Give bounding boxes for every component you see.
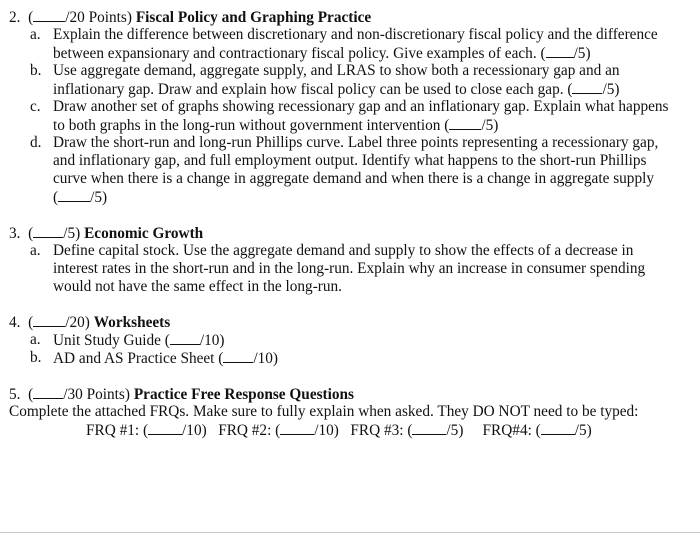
q2b-label: b. xyxy=(30,62,42,79)
frq3-score: /5) xyxy=(446,422,464,439)
q4b-label: b. xyxy=(30,349,42,366)
q4b-line xyxy=(53,349,278,368)
q2d-line1: Draw the short-run and long-run Phillips curve. Label three points representing a recessionary gap, xyxy=(53,134,659,151)
q3-score-blank[interactable] xyxy=(33,224,63,238)
frq3-label: FRQ #3: ( xyxy=(350,422,413,439)
frq4-score: /5) xyxy=(574,422,592,439)
q5-points: /30 Points) xyxy=(63,386,130,403)
q5-instructions: Complete the attached FRQs. Make sure to fully explain when asked. They DO NOT need to be typed: xyxy=(9,403,639,420)
q2c-score-blank[interactable] xyxy=(449,116,481,130)
q2b-score-blank[interactable] xyxy=(572,80,602,94)
q3a-line1: Define capital stock. Use the aggregate demand and supply to show the effects of a decrease in xyxy=(53,242,634,259)
q4b-score: /10) xyxy=(253,350,279,367)
q5-open-paren: ( xyxy=(28,386,34,403)
q3a-label: a. xyxy=(30,242,41,259)
q2a-line1: Explain the difference between discretionary and non-discretionary fiscal policy and the difference xyxy=(53,26,658,43)
q4-number: 4. xyxy=(9,314,21,331)
q2a-score-blank[interactable] xyxy=(546,44,574,58)
q2d-score: /5) xyxy=(90,189,108,206)
q4a-label: a. xyxy=(30,331,41,348)
frq2-label: FRQ #2: ( xyxy=(218,422,281,439)
q2a-line2 xyxy=(53,44,591,63)
q2d-score-blank[interactable] xyxy=(58,188,90,202)
page-bottom-divider xyxy=(0,532,700,533)
frq2-score-blank[interactable] xyxy=(280,421,314,435)
q4b-text: AD and AS Practice Sheet ( xyxy=(53,350,224,367)
q4-score-blank[interactable] xyxy=(33,313,65,327)
q4b-score-blank[interactable] xyxy=(223,349,253,363)
q2a-score: /5) xyxy=(573,45,591,62)
q2b-score: /5) xyxy=(602,81,620,98)
q4a-line xyxy=(53,331,225,350)
q3-title: Economic Growth xyxy=(84,225,204,242)
q2c-line2 xyxy=(53,116,498,135)
q2d-label: d. xyxy=(30,134,42,151)
q2b-line2 xyxy=(53,80,619,99)
q2-score-blank[interactable] xyxy=(33,8,65,22)
q2b-line2-text: inflationary gap. Draw and explain how fiscal policy can be used to close each gap. ( xyxy=(53,81,573,98)
q2a-label: a. xyxy=(30,26,41,43)
q2d-line3: curve when there is a change in aggregate demand and when there is a change in aggregate supply xyxy=(53,170,655,187)
q5-title: Practice Free Response Questions xyxy=(133,386,355,403)
q2c-line1: Draw another set of graphs showing recessionary gap and an inflationary gap. Explain what happens xyxy=(53,98,669,115)
q4a-text: Unit Study Guide ( xyxy=(53,332,170,349)
frq3-score-blank[interactable] xyxy=(412,421,446,435)
q5-heading xyxy=(9,385,354,404)
q4a-score: /10) xyxy=(199,332,225,349)
q3-heading xyxy=(9,224,203,243)
q2-open-paren: ( xyxy=(28,9,34,26)
q2c-line2-text: to both graphs in the long-run without government intervention ( xyxy=(53,117,450,134)
q2c-score: /5) xyxy=(481,117,499,134)
q2-heading xyxy=(9,8,371,27)
q2-points: /20 Points) xyxy=(65,9,132,26)
q3-open-paren: ( xyxy=(28,225,34,242)
q2c-label: c. xyxy=(30,98,41,115)
q4a-score-blank[interactable] xyxy=(170,331,200,345)
q5-score-blank[interactable] xyxy=(33,385,63,399)
q2b-line1: Use aggregate demand, aggregate supply, and LRAS to show both a recessionary gap and an xyxy=(53,62,620,79)
q4-points: /20) xyxy=(65,314,90,331)
frq1-score: /10) xyxy=(182,422,207,439)
frq1-score-blank[interactable] xyxy=(148,421,182,435)
q2-number: 2. xyxy=(9,9,21,26)
q4-open-paren: ( xyxy=(28,314,34,331)
q4-title: Worksheets xyxy=(93,314,171,331)
q4-heading xyxy=(9,313,170,332)
q3a-line2: interest rates in the short-run and in the long-run. Explain why an increase in consumer spending xyxy=(53,260,646,277)
q3-points: /5) xyxy=(63,225,81,242)
q3a-line3: would not have the same effect in the long-run. xyxy=(53,278,342,295)
q2d-open-paren: ( xyxy=(53,189,59,206)
frq2-score: /10) xyxy=(314,422,339,439)
q5-number: 5. xyxy=(9,386,21,403)
frq4-score-blank[interactable] xyxy=(541,421,575,435)
q2-title: Fiscal Policy and Graphing Practice xyxy=(135,9,372,26)
frq4-label: FRQ#4: ( xyxy=(482,422,541,439)
q2d-line4 xyxy=(53,188,107,207)
q3-number: 3. xyxy=(9,225,21,242)
q2d-line2: and inflationary gap, and full employment output. Identify what happens to the short-run Phillips xyxy=(53,152,647,169)
frq1-label: FRQ #1: ( xyxy=(86,422,149,439)
frq-score-row xyxy=(86,421,592,440)
q2a-line2-text: between expansionary and contractionary fiscal policy. Give examples of each. ( xyxy=(53,45,546,62)
